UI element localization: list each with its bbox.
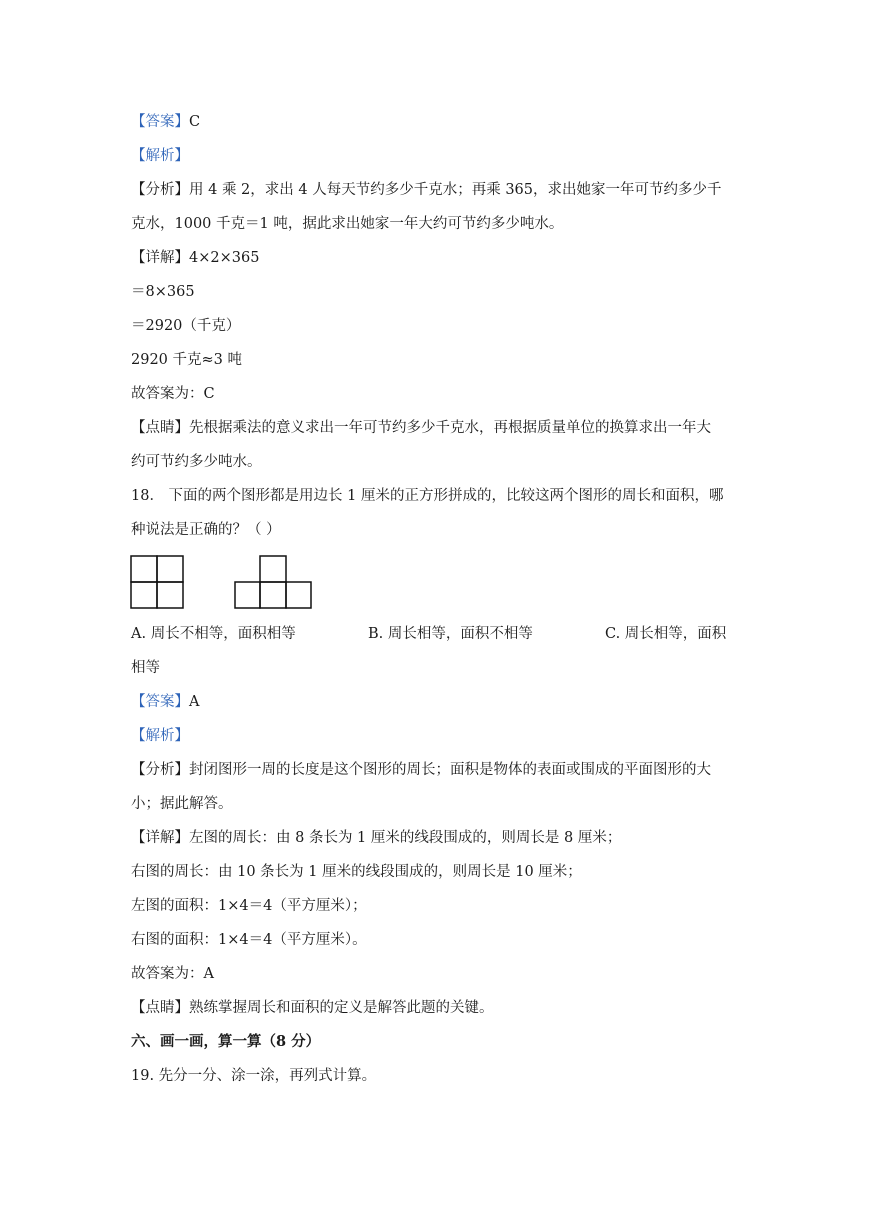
option-b: B. 周长相等，面积不相等	[368, 626, 533, 642]
xiangjie-line-2: 右图的周长：由 10 条长为 1 厘米的线段围成的，则周长是 10 厘米；	[131, 864, 582, 880]
option-c: C. 周长相等，面积	[605, 626, 727, 642]
xiangjie-line-1: 【详解】4×2×365	[131, 250, 260, 266]
xiangjie-tag: 【详解】	[131, 830, 189, 846]
right-figure-t-shape	[235, 556, 311, 608]
dianjing-line-2: 约可节约多少吨水。	[131, 454, 262, 470]
conclusion-line: 故答案为：C	[131, 386, 215, 402]
conclusion-line: 故答案为：A	[131, 966, 214, 982]
dianjing-line-1: 【点睛】先根据乘法的意义求出一年可节约多少千克水，再根据质量单位的换算求出一年大	[131, 420, 711, 436]
fenxi-line-2: 小；据此解答。	[131, 796, 233, 812]
question-18-line-2: 种说法是正确的？（ ）	[131, 522, 281, 538]
answer-tag: 【答案】	[131, 114, 189, 130]
xiangjie-line-1: 【详解】左图的周长：由 8 条长为 1 厘米的线段围成的，则周长是 8 厘米；	[131, 830, 622, 846]
xiangjie-line-4: 2920 千克≈3 吨	[131, 352, 242, 368]
option-a: A. 周长不相等，面积相等	[131, 626, 296, 642]
xiangjie-line-3: 左图的面积：1×4＝4（平方厘米）；	[131, 898, 367, 914]
question-19: 19. 先分一分、涂一涂，再列式计算。	[131, 1068, 377, 1084]
xiangjie-line-4: 右图的面积：1×4＝4（平方厘米）。	[131, 932, 367, 948]
option-c-continued: 相等	[131, 660, 160, 676]
fenxi-line-1: 【分析】用 4 乘 2，求出 4 人每天节约多少千克水；再乘 365，求出她家一年可节约多少千	[131, 182, 722, 198]
xiangjie-line-2: ＝8×365	[131, 284, 195, 300]
answer-line	[131, 692, 741, 712]
dianjing-line: 【点睛】熟练掌握周长和面积的定义是解答此题的关键。	[131, 1000, 494, 1016]
xiangjie-line-3: ＝2920（千克）	[131, 318, 241, 334]
section-heading: 六、画一画，算一算（8 分）	[131, 1033, 321, 1050]
dianjing-tag: 【点睛】	[131, 1000, 189, 1016]
dianjing-tag: 【点睛】	[131, 420, 189, 436]
answer-value: C	[189, 114, 201, 130]
fenxi-line-2: 克水，1000 千克＝1 吨，据此求出她家一年大约可节约多少吨水。	[131, 216, 564, 232]
answer-value: A	[189, 694, 200, 710]
analysis-heading: 【解析】	[131, 728, 189, 744]
question-18-line-1: 18． 下面的两个图形都是用边长 1 厘米的正方形拼成的，比较这两个图形的周长和面积，哪	[131, 488, 724, 504]
xiangjie-tag: 【详解】	[131, 250, 189, 266]
analysis-heading: 【解析】	[131, 148, 189, 164]
fenxi-line-1: 【分析】封闭图形一周的长度是这个图形的周长；面积是物体的表面或围成的平面图形的大	[131, 762, 711, 778]
fenxi-tag: 【分析】	[131, 182, 189, 198]
fenxi-tag: 【分析】	[131, 762, 189, 778]
answer-tag: 【答案】	[131, 694, 189, 710]
left-figure-2x2	[131, 556, 183, 608]
